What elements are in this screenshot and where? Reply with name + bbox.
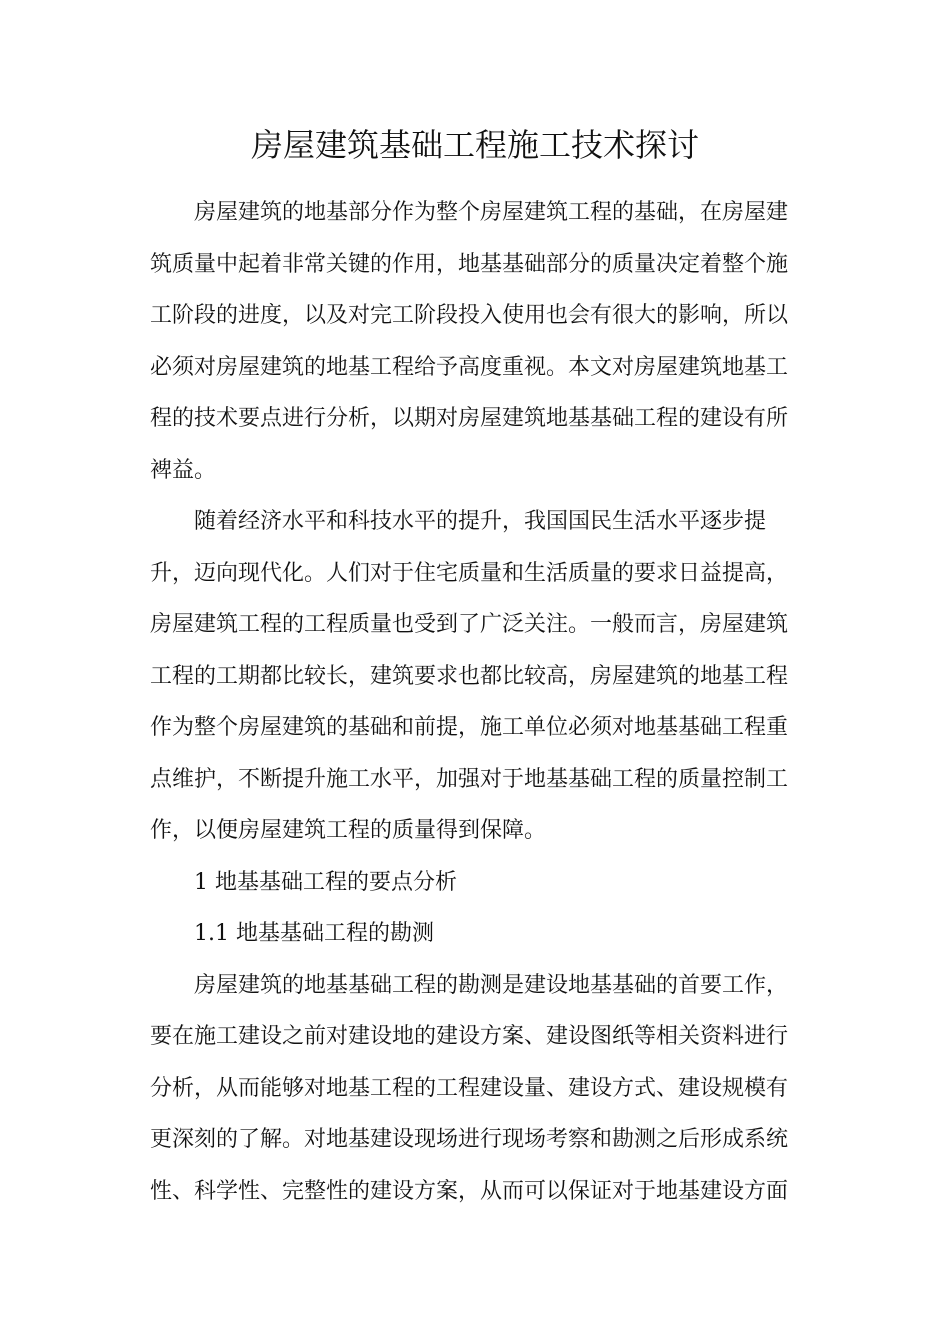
text-line: 工阶段的进度，以及对完工阶段投入使用也会有很大的影响，所以 <box>150 303 789 328</box>
subsection-heading <box>150 908 800 960</box>
paragraph <box>150 496 800 857</box>
text-line: 点维护，不断提升施工水平，加强对于地基基础工程的质量控制工 <box>150 766 789 792</box>
text-line: 性、科学性、完整性的建设方案，从而可以保证对于地基建设方面 <box>150 1178 789 1204</box>
text-line: 房屋建筑的地基部分作为整个房屋建筑工程的基础，在房屋建 <box>194 200 789 225</box>
text-line: 房屋建筑的地基基础工程的勘测是建设地基基础的首要工作， <box>194 972 789 998</box>
text-line: 作为整个房屋建筑的基础和前提，施工单位必须对地基基础工程重 <box>150 715 789 740</box>
document-title: 房屋建筑基础工程施工技术探讨 <box>250 126 699 164</box>
text-line: 要在施工建设之前对建设地的建设方案、建设图纸等相关资料进行 <box>150 1024 789 1049</box>
paragraph <box>150 187 800 496</box>
text-line: 工程的工期都比较长，建筑要求也都比较高，房屋建筑的地基工程 <box>150 663 789 689</box>
document-body <box>150 187 800 1217</box>
text-line: 更深刻的了解。对地基建设现场进行现场考察和勘测之后形成系统 <box>150 1127 789 1152</box>
section-heading-text: 1 地基基础工程的要点分析 <box>194 869 457 895</box>
text-line: 程的技术要点进行分析，以期对房屋建筑地基基础工程的建设有所 <box>150 406 789 431</box>
text-line: 裨益。 <box>150 457 217 483</box>
text-line: 升，迈向现代化。人们对于住宅质量和生活质量的要求日益提高， <box>150 560 789 586</box>
text-line: 房屋建筑工程的工程质量也受到了广泛关注。一般而言，房屋建筑 <box>150 612 789 637</box>
paragraph <box>150 960 800 1218</box>
text-line: 筑质量中起着非常关键的作用，地基基础部分的质量决定着整个施 <box>150 251 789 277</box>
text-line: 必须对房屋建筑的地基工程给予高度重视。本文对房屋建筑地基工 <box>150 354 789 380</box>
text-line: 作，以便房屋建筑工程的质量得到保障。 <box>150 818 547 843</box>
section-heading <box>150 857 800 909</box>
text-line: 分析，从而能够对地基工程的工程建设量、建设方式、建设规模有 <box>150 1075 789 1101</box>
text-line: 随着经济水平和科技水平的提升，我国国民生活水平逐步提 <box>194 509 767 534</box>
subsection-heading-text: 1.1 地基基础工程的勘测 <box>194 921 434 946</box>
